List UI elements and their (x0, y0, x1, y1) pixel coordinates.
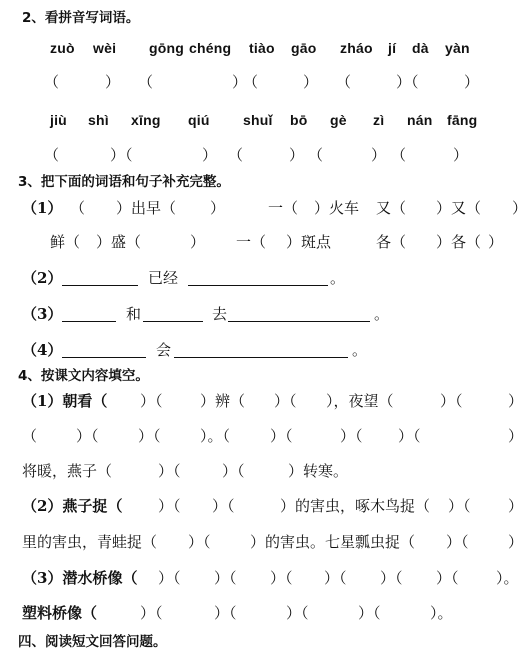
text-segment: ）（ (222, 462, 245, 480)
recite-row-2 (0, 426, 530, 456)
text-segment: 里的害虫，青蛙捉（ (22, 533, 158, 551)
answer-line[interactable] (188, 285, 328, 286)
answer-line[interactable] (62, 321, 116, 322)
text-segment: ）。 (430, 604, 453, 622)
recite-row-5 (0, 532, 530, 562)
fill-row-1 (0, 198, 530, 228)
text-segment: 。 (330, 269, 346, 287)
text-segment: （ (70, 199, 86, 217)
text-segment: ）（ (358, 604, 381, 622)
answer-blank[interactable]: ） (105, 73, 121, 91)
pinyin: zuò (50, 40, 75, 56)
text-segment: （ (22, 427, 38, 445)
answer-line[interactable] (174, 357, 348, 358)
text-segment: ）（ (448, 497, 471, 515)
text-segment: （1）朝看（ (22, 392, 108, 410)
text-segment: ）（ (324, 569, 347, 587)
answer-blank[interactable]: ） (202, 146, 218, 164)
pinyin: chéng (189, 40, 232, 56)
text-segment: ） (508, 427, 524, 445)
text-segment: （2）燕子捉（ (22, 497, 123, 515)
answer-blank[interactable]: ）（ (110, 146, 133, 164)
answer-blank[interactable]: （ (308, 146, 324, 164)
answer-blank[interactable]: ） (303, 73, 319, 91)
pinyin: shuǐ (243, 112, 273, 128)
pinyin-row-2 (0, 110, 530, 140)
pinyin: zháo (340, 40, 373, 56)
answer-line[interactable] (62, 285, 138, 286)
answer-blank[interactable]: （ (243, 73, 259, 91)
answer-brackets-row-1 (0, 72, 530, 102)
recite-row-3 (0, 461, 530, 491)
text-segment: 塑料桥像（ (22, 604, 98, 622)
text-segment: ）盛（ (96, 233, 142, 251)
answer-blank[interactable]: ） (289, 146, 305, 164)
text-segment: ），夜望（ (326, 392, 394, 410)
section-5 (0, 632, 530, 662)
answer-line[interactable] (228, 321, 370, 322)
fill-question-2 (0, 268, 530, 298)
question-number: （4） (22, 341, 63, 359)
recite-row-6 (0, 568, 530, 598)
fill-row-2 (0, 232, 530, 262)
pinyin: nán (407, 112, 433, 128)
text-segment: 。 (374, 305, 390, 323)
recite-row-1 (0, 391, 530, 421)
pinyin-row-1 (0, 38, 530, 68)
answer-blank[interactable]: （ (44, 73, 60, 91)
text-segment: ）各（ (436, 233, 482, 251)
text-segment: ）（ (270, 569, 293, 587)
pinyin: jiù (50, 112, 67, 128)
recite-row-7 (0, 603, 530, 633)
fill-question-3 (0, 304, 530, 334)
text-segment: ）（ (436, 569, 459, 587)
question-number: （2） (22, 269, 63, 287)
text-segment: ）（ (140, 604, 163, 622)
section-2 (0, 8, 530, 38)
answer-blank[interactable]: （ (138, 73, 154, 91)
text-segment: ）又（ (436, 199, 482, 217)
text-segment: ） (508, 497, 524, 515)
text-segment: ）（ (340, 427, 363, 445)
text-segment: ） (488, 233, 504, 251)
text-segment: ）（ (440, 392, 463, 410)
pinyin: jí (388, 40, 397, 56)
pinyin: zì (373, 112, 385, 128)
text-segment: ）的害虫，啄木鸟捉（ (280, 497, 431, 515)
answer-blank[interactable]: （ (336, 73, 352, 91)
pinyin: xīng (131, 112, 161, 128)
answer-line[interactable] (62, 357, 146, 358)
answer-blank[interactable]: ） (371, 146, 387, 164)
pinyin: gāo (291, 40, 317, 56)
recite-row-4 (0, 496, 530, 526)
text-segment: ）（ (214, 569, 237, 587)
answer-blank[interactable]: （ (44, 146, 60, 164)
pinyin: dà (412, 40, 429, 56)
text-segment: ）。（ (200, 427, 231, 445)
answer-blank[interactable]: （ (228, 146, 244, 164)
text-segment: 各（ (376, 233, 407, 251)
text-segment: 鲜（ (50, 233, 81, 251)
text-segment: 已经 (148, 269, 179, 287)
text-segment: ） (508, 533, 524, 551)
pinyin: gōng (149, 40, 185, 56)
text-segment: ）出早（ (116, 199, 177, 217)
text-segment: 将暖，燕子（ (22, 462, 113, 480)
section-4-heading: 4、按课文内容填空。 (18, 368, 149, 384)
answer-blank[interactable]: ） (464, 73, 480, 91)
pinyin: wèi (93, 40, 117, 56)
section-5-heading: 四、阅读短文回答问题。 (18, 634, 167, 650)
text-segment: ） (210, 199, 226, 217)
text-segment: 一（ (268, 199, 299, 217)
text-segment: ）（ (286, 604, 309, 622)
text-segment: ）（ (446, 533, 469, 551)
text-segment: ）的害虫。七星瓢虫捉（ (250, 533, 416, 551)
answer-brackets-row-2 (0, 145, 530, 175)
text-segment: ）（ (138, 427, 161, 445)
text-segment: 一（ (236, 233, 267, 251)
text-segment: ）（ (188, 533, 211, 551)
text-segment: ）（ (274, 392, 297, 410)
pinyin: yàn (445, 40, 470, 56)
question-number: （1） (22, 199, 63, 217)
text-segment: ）火车 (314, 199, 360, 217)
text-segment: ）（ (158, 497, 181, 515)
text-segment: ）（ (158, 462, 181, 480)
text-segment: ）斑点 (286, 233, 332, 251)
pinyin: fāng (447, 112, 478, 128)
text-segment: 去 (212, 305, 228, 323)
text-segment: ）（ (380, 569, 403, 587)
text-segment: ）（ (140, 392, 163, 410)
text-segment: ）辨（ (200, 392, 246, 410)
text-segment: ）（ (270, 427, 293, 445)
question-number: （3） (22, 305, 63, 323)
answer-blank[interactable]: （ (391, 146, 407, 164)
text-segment: 。 (352, 341, 368, 359)
text-segment: ） (190, 233, 206, 251)
text-segment: ）（ (158, 569, 181, 587)
pinyin: bō (290, 112, 308, 128)
section-2-heading: 2、看拼音写词语。 (22, 10, 140, 26)
text-segment: ）（ (398, 427, 421, 445)
text-segment: （3）潜水桥像（ (22, 569, 138, 587)
text-segment: ） (508, 392, 524, 410)
pinyin: tiào (249, 40, 275, 56)
pinyin: shì (88, 112, 109, 128)
pinyin: gè (330, 112, 347, 128)
text-segment: ）。 (496, 569, 519, 587)
text-segment: ）转寒。 (288, 462, 349, 480)
answer-blank[interactable]: ） (232, 73, 248, 91)
text-segment: ）（ (76, 427, 99, 445)
text-segment: ）（ (214, 604, 237, 622)
text-segment: ） (512, 199, 528, 217)
answer-blank[interactable]: ）（ (396, 73, 419, 91)
text-segment: 会 (156, 341, 172, 359)
section-3-heading: 3、把下面的词语和句子补充完整。 (18, 174, 230, 190)
pinyin: qiú (188, 112, 210, 128)
text-segment: 又（ (376, 199, 407, 217)
answer-blank[interactable]: ） (453, 146, 469, 164)
text-segment: 和 (126, 305, 142, 323)
answer-line[interactable] (143, 321, 203, 322)
text-segment: ）（ (212, 497, 235, 515)
